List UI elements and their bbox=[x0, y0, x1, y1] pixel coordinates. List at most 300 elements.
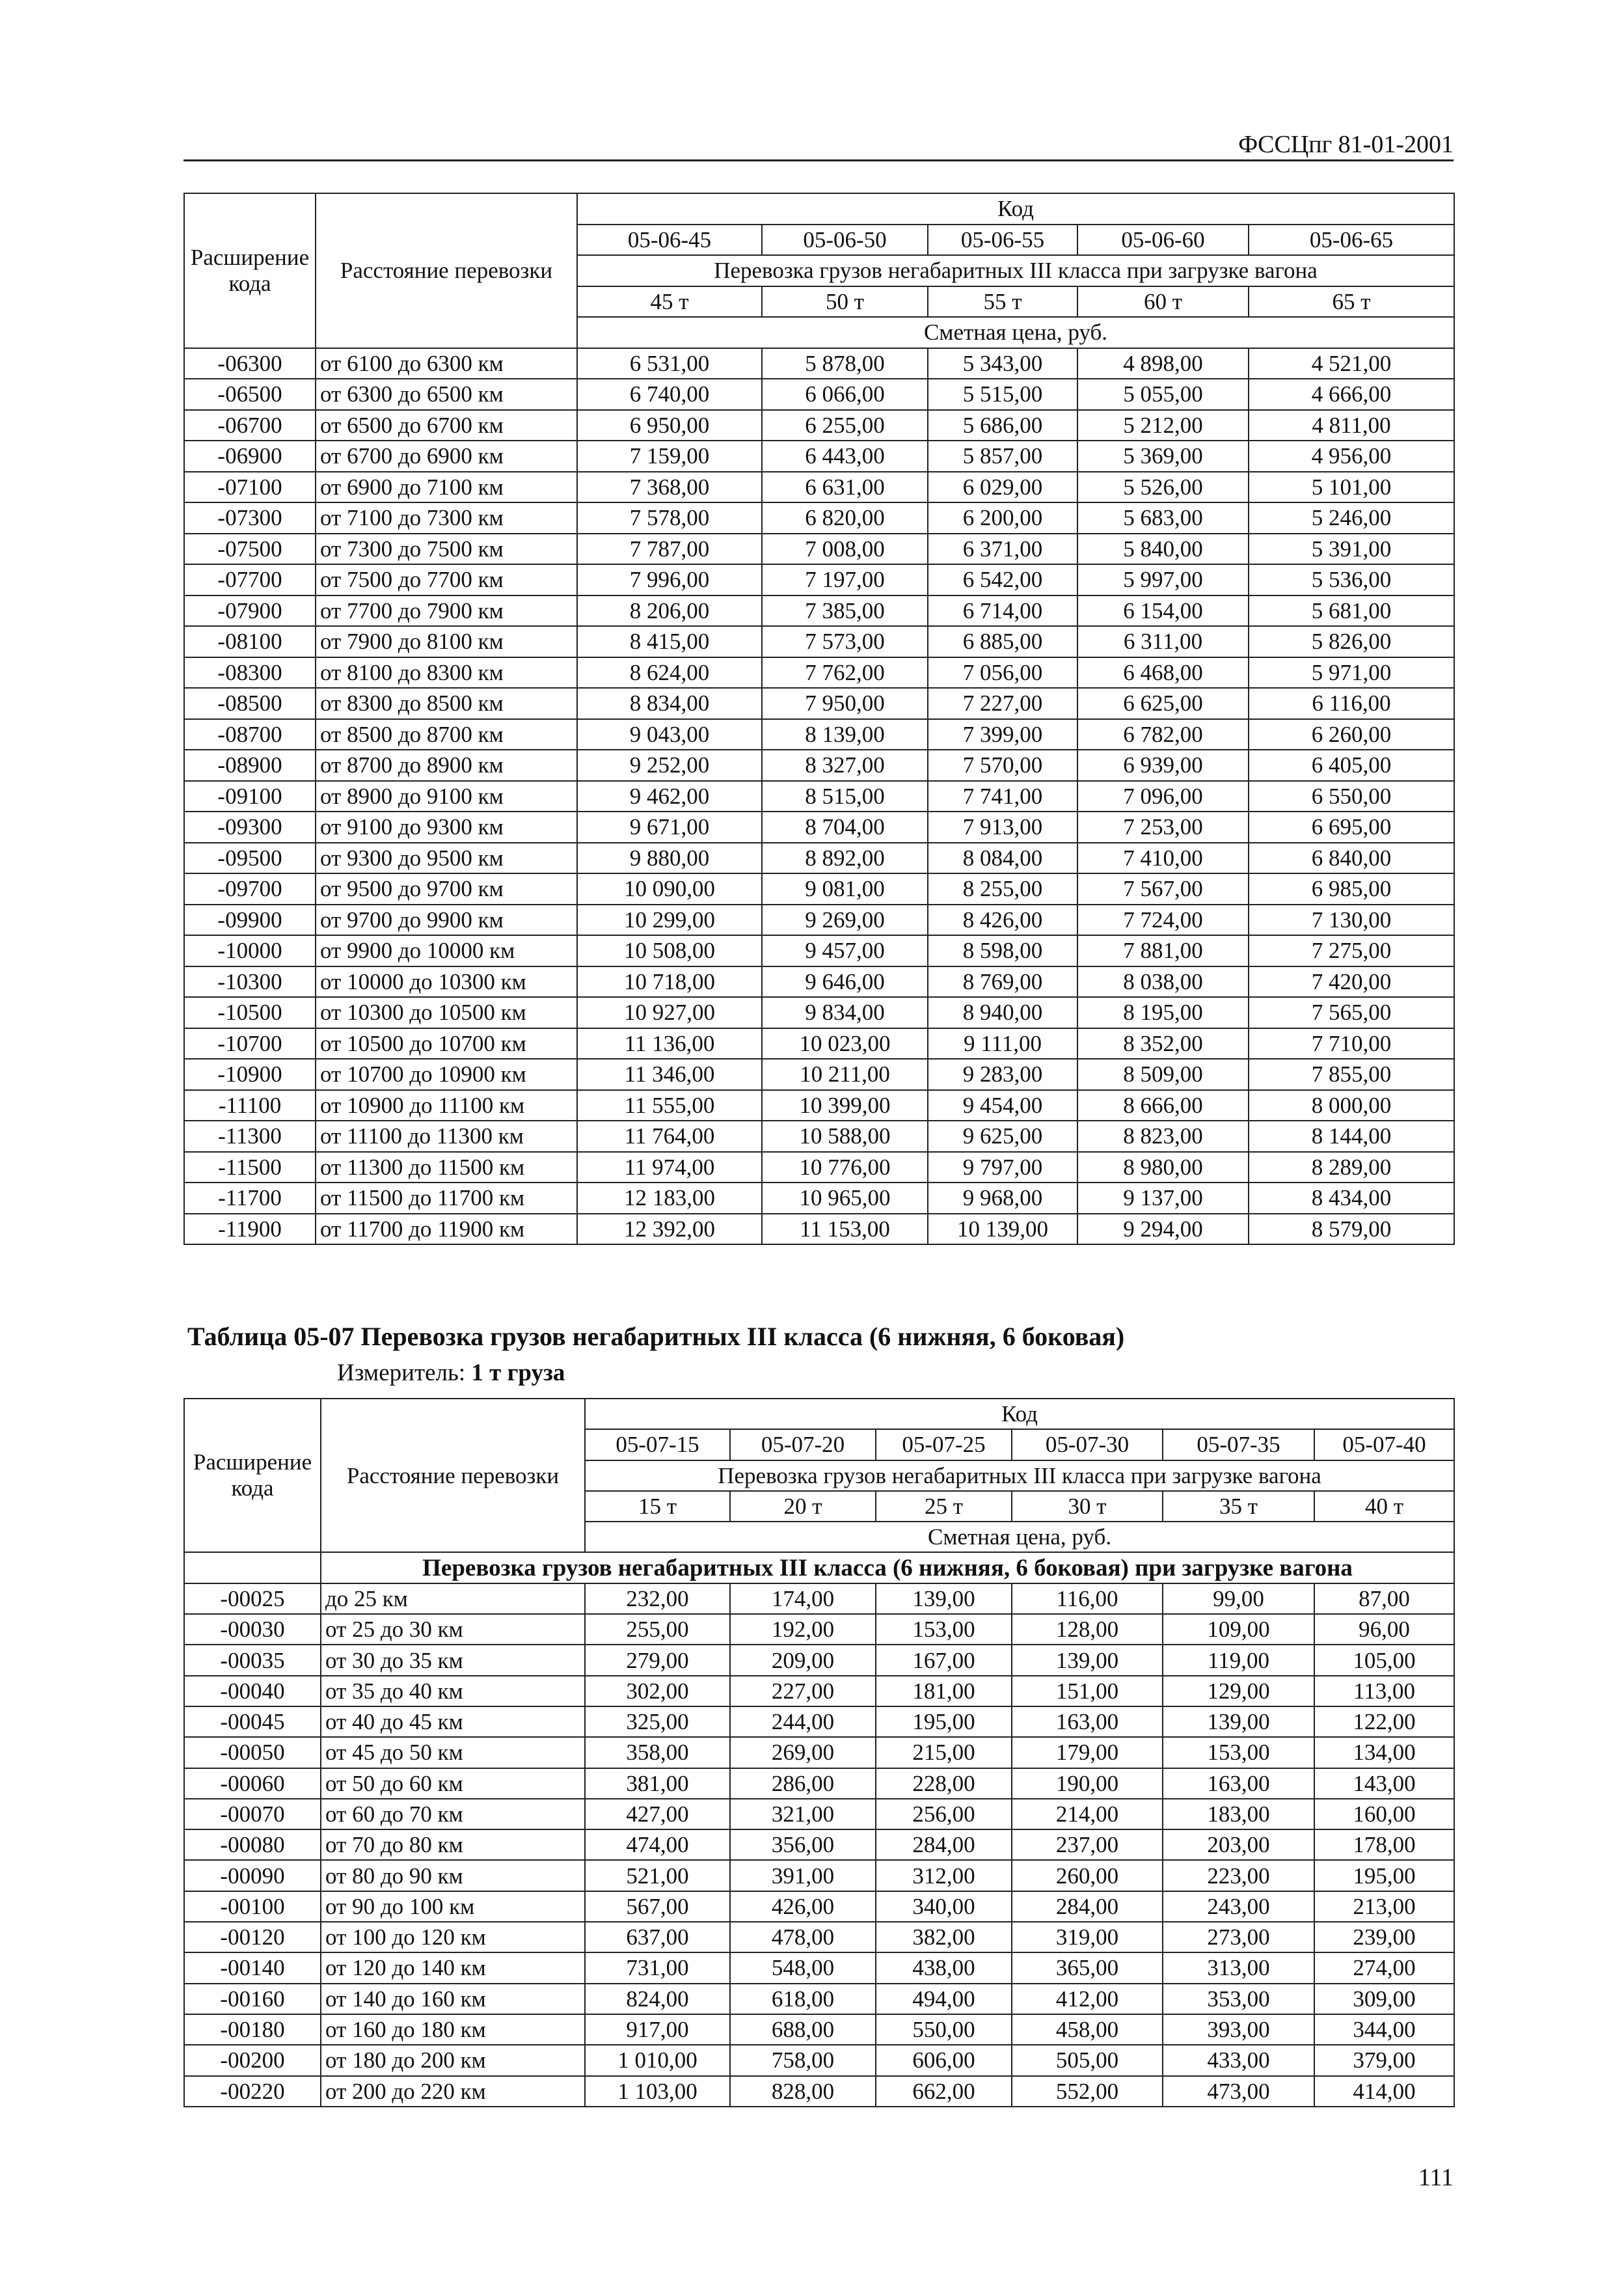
distance-cell: от 6700 до 6900 км bbox=[316, 441, 577, 472]
price-cell: 227,00 bbox=[730, 1676, 876, 1706]
price-cell: 273,00 bbox=[1163, 1922, 1314, 1952]
price-cell: 10 299,00 bbox=[577, 905, 762, 936]
price-cell: 10 508,00 bbox=[577, 935, 762, 966]
price-cell: 9 111,00 bbox=[928, 1028, 1077, 1060]
price-cell: 5 826,00 bbox=[1249, 626, 1454, 657]
price-cell: 8 980,00 bbox=[1077, 1152, 1249, 1183]
distance-cell: от 50 до 60 км bbox=[321, 1768, 585, 1799]
code-extension-cell: -07900 bbox=[184, 595, 316, 627]
price-cell: 5 683,00 bbox=[1077, 502, 1249, 534]
price-cell: 473,00 bbox=[1163, 2076, 1314, 2107]
price-cell: 10 965,00 bbox=[762, 1183, 928, 1214]
price-cell: 8 352,00 bbox=[1077, 1028, 1249, 1060]
load-column-header: 55 т bbox=[928, 286, 1077, 318]
price-cell: 195,00 bbox=[1314, 1860, 1454, 1891]
code-extension-cell: -10700 bbox=[184, 1028, 316, 1060]
price-cell: 391,00 bbox=[730, 1860, 876, 1891]
price-cell: 5 536,00 bbox=[1249, 564, 1454, 595]
price-cell: 5 878,00 bbox=[762, 348, 928, 379]
code-extension-cell: -08300 bbox=[184, 657, 316, 689]
price-cell: 5 526,00 bbox=[1077, 472, 1249, 503]
code-extension-cell: -00040 bbox=[184, 1676, 321, 1706]
distance-cell: от 35 до 40 км bbox=[321, 1676, 585, 1706]
table-row bbox=[184, 595, 1454, 627]
price-cell: 4 898,00 bbox=[1077, 348, 1249, 379]
section-row bbox=[184, 1552, 1454, 1583]
price-cell: 6 066,00 bbox=[762, 379, 928, 410]
table-row bbox=[184, 441, 1454, 472]
header-code-extension: Расширение кода bbox=[184, 193, 316, 348]
price-cell: 8 666,00 bbox=[1077, 1090, 1249, 1121]
code-extension-cell: -09900 bbox=[184, 905, 316, 936]
price-cell: 758,00 bbox=[730, 2045, 876, 2075]
unit-value: 1 т груза bbox=[471, 1360, 565, 1386]
load-column-header: 40 т bbox=[1314, 1491, 1454, 1522]
distance-cell: от 9300 до 9500 км bbox=[316, 843, 577, 874]
price-cell: 87,00 bbox=[1314, 1583, 1454, 1614]
table-row bbox=[184, 564, 1454, 595]
price-cell: 9 834,00 bbox=[762, 997, 928, 1028]
price-cell: 4 521,00 bbox=[1249, 348, 1454, 379]
distance-cell: от 8300 до 8500 км bbox=[316, 688, 577, 719]
price-cell: 10 023,00 bbox=[762, 1028, 928, 1060]
distance-cell: от 30 до 35 км bbox=[321, 1645, 585, 1675]
price-cell: 6 631,00 bbox=[762, 472, 928, 503]
price-cell: 5 971,00 bbox=[1249, 657, 1454, 689]
price-cell: 6 443,00 bbox=[762, 441, 928, 472]
price-cell: 662,00 bbox=[876, 2076, 1012, 2107]
table-row bbox=[184, 966, 1454, 998]
code-extension-cell: -11500 bbox=[184, 1152, 316, 1183]
price-cell: 6 782,00 bbox=[1077, 719, 1249, 750]
load-column-header: 30 т bbox=[1012, 1491, 1163, 1522]
distance-cell: от 140 до 160 км bbox=[321, 1984, 585, 2014]
price-cell: 203,00 bbox=[1163, 1829, 1314, 1860]
table-row bbox=[184, 1737, 1454, 1768]
table-row bbox=[184, 1645, 1454, 1675]
price-cell: 8 289,00 bbox=[1249, 1152, 1454, 1183]
table-row bbox=[184, 379, 1454, 410]
price-cell: 606,00 bbox=[876, 2045, 1012, 2075]
distance-cell: до 25 км bbox=[321, 1583, 585, 1614]
price-cell: 9 043,00 bbox=[577, 719, 762, 750]
price-cell: 284,00 bbox=[876, 1829, 1012, 1860]
distance-cell: от 10500 до 10700 км bbox=[316, 1028, 577, 1060]
price-cell: 279,00 bbox=[585, 1645, 730, 1675]
distance-cell: от 8100 до 8300 км bbox=[316, 657, 577, 689]
code-extension-cell: -06900 bbox=[184, 441, 316, 472]
price-cell: 637,00 bbox=[585, 1922, 730, 1952]
header-description: Перевозка грузов негабаритных III класса при загрузке вагона bbox=[577, 255, 1454, 286]
price-cell: 5 681,00 bbox=[1249, 595, 1454, 627]
header-price: Сметная цена, руб. bbox=[577, 317, 1454, 348]
price-cell: 215,00 bbox=[876, 1737, 1012, 1768]
distance-cell: от 8500 до 8700 км bbox=[316, 719, 577, 750]
price-cell: 7 096,00 bbox=[1077, 781, 1249, 812]
price-cell: 8 255,00 bbox=[928, 873, 1077, 905]
table-row bbox=[184, 1214, 1454, 1245]
price-cell: 8 515,00 bbox=[762, 781, 928, 812]
table-row bbox=[184, 2045, 1454, 2075]
price-cell: 8 579,00 bbox=[1249, 1214, 1454, 1245]
price-cell: 353,00 bbox=[1163, 1984, 1314, 2014]
code-column-header: 05-06-55 bbox=[928, 225, 1077, 256]
code-extension-cell: -09300 bbox=[184, 812, 316, 843]
table-row bbox=[184, 843, 1454, 874]
price-cell: 7 787,00 bbox=[577, 534, 762, 565]
table-row bbox=[184, 1922, 1454, 1952]
code-extension-cell: -00045 bbox=[184, 1706, 321, 1737]
price-cell: 8 940,00 bbox=[928, 997, 1077, 1028]
price-cell: 7 881,00 bbox=[1077, 935, 1249, 966]
price-cell: 9 880,00 bbox=[577, 843, 762, 874]
load-column-header: 65 т bbox=[1249, 286, 1454, 318]
distance-cell: от 9100 до 9300 км bbox=[316, 812, 577, 843]
code-extension-cell: -00035 bbox=[184, 1645, 321, 1675]
price-cell: 312,00 bbox=[876, 1860, 1012, 1891]
price-cell: 7 710,00 bbox=[1249, 1028, 1454, 1060]
price-cell: 7 573,00 bbox=[762, 626, 928, 657]
code-column-header: 05-06-50 bbox=[762, 225, 928, 256]
table-row bbox=[184, 348, 1454, 379]
code-extension-cell: -07300 bbox=[184, 502, 316, 534]
price-cell: 122,00 bbox=[1314, 1706, 1454, 1737]
code-extension-cell: -00050 bbox=[184, 1737, 321, 1768]
table-row bbox=[184, 657, 1454, 689]
price-cell: 8 509,00 bbox=[1077, 1059, 1249, 1090]
price-cell: 4 666,00 bbox=[1249, 379, 1454, 410]
code-column-header: 05-06-60 bbox=[1077, 225, 1249, 256]
price-cell: 7 855,00 bbox=[1249, 1059, 1454, 1090]
price-cell: 731,00 bbox=[585, 1952, 730, 1983]
price-cell: 7 159,00 bbox=[577, 441, 762, 472]
section-title: Перевозка грузов негабаритных III класса (6 нижняя, 6 боковая) при загрузке вагона bbox=[321, 1552, 1454, 1583]
distance-cell: от 45 до 50 км bbox=[321, 1737, 585, 1768]
table-row bbox=[184, 997, 1454, 1028]
price-cell: 11 153,00 bbox=[762, 1214, 928, 1245]
price-cell: 119,00 bbox=[1163, 1645, 1314, 1675]
price-cell: 309,00 bbox=[1314, 1984, 1454, 2014]
price-cell: 5 391,00 bbox=[1249, 534, 1454, 565]
price-cell: 10 211,00 bbox=[762, 1059, 928, 1090]
price-cell: 8 892,00 bbox=[762, 843, 928, 874]
distance-cell: от 9700 до 9900 км bbox=[316, 905, 577, 936]
price-cell: 6 260,00 bbox=[1249, 719, 1454, 750]
code-extension-cell: -11300 bbox=[184, 1121, 316, 1152]
price-cell: 567,00 bbox=[585, 1891, 730, 1922]
distance-cell: от 70 до 80 км bbox=[321, 1829, 585, 1860]
distance-cell: от 7700 до 7900 км bbox=[316, 595, 577, 627]
unit-label: Измеритель: bbox=[337, 1360, 466, 1386]
price-cell: 286,00 bbox=[730, 1768, 876, 1799]
price-cell: 917,00 bbox=[585, 2014, 730, 2045]
price-cell: 8 834,00 bbox=[577, 688, 762, 719]
price-cell: 269,00 bbox=[730, 1737, 876, 1768]
price-cell: 10 927,00 bbox=[577, 997, 762, 1028]
code-column-header: 05-07-35 bbox=[1163, 1429, 1314, 1460]
price-cell: 7 130,00 bbox=[1249, 905, 1454, 936]
price-cell: 358,00 bbox=[585, 1737, 730, 1768]
price-cell: 618,00 bbox=[730, 1984, 876, 2014]
code-extension-cell: -07500 bbox=[184, 534, 316, 565]
price-cell: 181,00 bbox=[876, 1676, 1012, 1706]
price-cell: 1 010,00 bbox=[585, 2045, 730, 2075]
price-cell: 7 399,00 bbox=[928, 719, 1077, 750]
price-cell: 244,00 bbox=[730, 1706, 876, 1737]
header-distance: Расстояние перевозки bbox=[316, 193, 577, 348]
price-cell: 7 913,00 bbox=[928, 812, 1077, 843]
load-column-header: 45 т bbox=[577, 286, 762, 318]
table-row bbox=[184, 905, 1454, 936]
price-cell: 1 103,00 bbox=[585, 2076, 730, 2107]
price-cell: 192,00 bbox=[730, 1614, 876, 1645]
distance-cell: от 10700 до 10900 км bbox=[316, 1059, 577, 1090]
price-cell: 7 567,00 bbox=[1077, 873, 1249, 905]
code-extension-cell: -11100 bbox=[184, 1090, 316, 1121]
distance-cell: от 180 до 200 км bbox=[321, 2045, 585, 2075]
load-column-header: 25 т bbox=[876, 1491, 1012, 1522]
price-cell: 109,00 bbox=[1163, 1614, 1314, 1645]
price-cell: 379,00 bbox=[1314, 2045, 1454, 2075]
distance-cell: от 9900 до 10000 км bbox=[316, 935, 577, 966]
distance-cell: от 6100 до 6300 км bbox=[316, 348, 577, 379]
distance-cell: от 90 до 100 км bbox=[321, 1891, 585, 1922]
distance-cell: от 120 до 140 км bbox=[321, 1952, 585, 1983]
price-cell: 239,00 bbox=[1314, 1922, 1454, 1952]
distance-cell: от 7500 до 7700 км bbox=[316, 564, 577, 595]
price-cell: 11 346,00 bbox=[577, 1059, 762, 1090]
price-cell: 256,00 bbox=[876, 1799, 1012, 1829]
distance-cell: от 9500 до 9700 км bbox=[316, 873, 577, 905]
price-cell: 5 212,00 bbox=[1077, 410, 1249, 441]
price-cell: 340,00 bbox=[876, 1891, 1012, 1922]
price-cell: 8 139,00 bbox=[762, 719, 928, 750]
code-extension-cell: -00100 bbox=[184, 1891, 321, 1922]
price-cell: 458,00 bbox=[1012, 2014, 1163, 2045]
rates-table-05-06 bbox=[183, 193, 1455, 1245]
table-title: Таблица 05-07 Перевозка грузов негабаритных III класса (6 нижняя, 6 боковая) bbox=[187, 1322, 1125, 1351]
distance-cell: от 25 до 30 км bbox=[321, 1614, 585, 1645]
price-cell: 5 857,00 bbox=[928, 441, 1077, 472]
price-cell: 381,00 bbox=[585, 1768, 730, 1799]
price-cell: 179,00 bbox=[1012, 1737, 1163, 1768]
price-cell: 167,00 bbox=[876, 1645, 1012, 1675]
price-cell: 9 252,00 bbox=[577, 750, 762, 781]
price-cell: 213,00 bbox=[1314, 1891, 1454, 1922]
price-cell: 7 724,00 bbox=[1077, 905, 1249, 936]
price-cell: 7 762,00 bbox=[762, 657, 928, 689]
distance-cell: от 40 до 45 км bbox=[321, 1706, 585, 1737]
price-cell: 8 144,00 bbox=[1249, 1121, 1454, 1152]
price-cell: 11 555,00 bbox=[577, 1090, 762, 1121]
table-row bbox=[184, 781, 1454, 812]
price-cell: 319,00 bbox=[1012, 1922, 1163, 1952]
price-cell: 824,00 bbox=[585, 1984, 730, 2014]
price-cell: 7 570,00 bbox=[928, 750, 1077, 781]
price-cell: 12 392,00 bbox=[577, 1214, 762, 1245]
distance-cell: от 100 до 120 км bbox=[321, 1922, 585, 1952]
price-cell: 105,00 bbox=[1314, 1645, 1454, 1675]
code-extension-cell: -00120 bbox=[184, 1922, 321, 1952]
price-cell: 10 139,00 bbox=[928, 1214, 1077, 1245]
price-cell: 113,00 bbox=[1314, 1676, 1454, 1706]
price-cell: 6 311,00 bbox=[1077, 626, 1249, 657]
price-cell: 6 405,00 bbox=[1249, 750, 1454, 781]
price-cell: 7 565,00 bbox=[1249, 997, 1454, 1028]
distance-cell: от 8700 до 8900 км bbox=[316, 750, 577, 781]
price-cell: 8 206,00 bbox=[577, 595, 762, 627]
price-cell: 9 294,00 bbox=[1077, 1214, 1249, 1245]
price-cell: 8 434,00 bbox=[1249, 1183, 1454, 1214]
distance-cell: от 11500 до 11700 км bbox=[316, 1183, 577, 1214]
price-cell: 274,00 bbox=[1314, 1952, 1454, 1983]
code-extension-cell: -08100 bbox=[184, 626, 316, 657]
code-column-header: 05-07-40 bbox=[1314, 1429, 1454, 1460]
price-cell: 143,00 bbox=[1314, 1768, 1454, 1799]
code-extension-cell: -08900 bbox=[184, 750, 316, 781]
price-cell: 828,00 bbox=[730, 2076, 876, 2107]
price-cell: 260,00 bbox=[1012, 1860, 1163, 1891]
header-price: Сметная цена, руб. bbox=[585, 1522, 1454, 1552]
header-code-extension: Расширение кода bbox=[184, 1399, 321, 1552]
price-cell: 550,00 bbox=[876, 2014, 1012, 2045]
price-cell: 7 578,00 bbox=[577, 502, 762, 534]
price-cell: 426,00 bbox=[730, 1891, 876, 1922]
price-cell: 8 823,00 bbox=[1077, 1121, 1249, 1152]
price-cell: 9 797,00 bbox=[928, 1152, 1077, 1183]
price-cell: 232,00 bbox=[585, 1583, 730, 1614]
price-cell: 478,00 bbox=[730, 1922, 876, 1952]
price-cell: 6 625,00 bbox=[1077, 688, 1249, 719]
price-cell: 4 956,00 bbox=[1249, 441, 1454, 472]
price-cell: 237,00 bbox=[1012, 1829, 1163, 1860]
price-cell: 548,00 bbox=[730, 1952, 876, 1983]
price-cell: 7 197,00 bbox=[762, 564, 928, 595]
header-distance: Расстояние перевозки bbox=[321, 1399, 585, 1552]
price-cell: 223,00 bbox=[1163, 1860, 1314, 1891]
distance-cell: от 160 до 180 км bbox=[321, 2014, 585, 2045]
price-cell: 7 368,00 bbox=[577, 472, 762, 503]
load-column-header: 20 т bbox=[730, 1491, 876, 1522]
price-cell: 5 840,00 bbox=[1077, 534, 1249, 565]
section-empty-cell bbox=[184, 1552, 321, 1583]
price-cell: 6 840,00 bbox=[1249, 843, 1454, 874]
price-cell: 129,00 bbox=[1163, 1676, 1314, 1706]
table-row bbox=[184, 1059, 1454, 1090]
price-cell: 5 369,00 bbox=[1077, 441, 1249, 472]
price-cell: 160,00 bbox=[1314, 1799, 1454, 1829]
price-cell: 7 410,00 bbox=[1077, 843, 1249, 874]
table-row bbox=[184, 502, 1454, 534]
price-cell: 5 101,00 bbox=[1249, 472, 1454, 503]
price-cell: 6 468,00 bbox=[1077, 657, 1249, 689]
header-code: Код bbox=[585, 1399, 1454, 1429]
price-cell: 174,00 bbox=[730, 1583, 876, 1614]
price-cell: 7 420,00 bbox=[1249, 966, 1454, 998]
distance-cell: от 11100 до 11300 км bbox=[316, 1121, 577, 1152]
distance-cell: от 10900 до 11100 км bbox=[316, 1090, 577, 1121]
price-cell: 6 029,00 bbox=[928, 472, 1077, 503]
price-cell: 6 542,00 bbox=[928, 564, 1077, 595]
price-cell: 5 055,00 bbox=[1077, 379, 1249, 410]
table-row bbox=[184, 935, 1454, 966]
distance-cell: от 6900 до 7100 км bbox=[316, 472, 577, 503]
code-extension-cell: -09100 bbox=[184, 781, 316, 812]
price-cell: 8 415,00 bbox=[577, 626, 762, 657]
code-extension-cell: -06500 bbox=[184, 379, 316, 410]
price-cell: 9 269,00 bbox=[762, 905, 928, 936]
table-row bbox=[184, 719, 1454, 750]
load-column-header: 15 т bbox=[585, 1491, 730, 1522]
table-row bbox=[184, 812, 1454, 843]
distance-cell: от 10300 до 10500 км bbox=[316, 997, 577, 1028]
table-row bbox=[184, 1090, 1454, 1121]
price-cell: 433,00 bbox=[1163, 2045, 1314, 2075]
price-cell: 9 671,00 bbox=[577, 812, 762, 843]
code-extension-cell: -00080 bbox=[184, 1829, 321, 1860]
price-cell: 6 371,00 bbox=[928, 534, 1077, 565]
table-row bbox=[184, 626, 1454, 657]
price-cell: 438,00 bbox=[876, 1952, 1012, 1983]
distance-cell: от 10000 до 10300 км bbox=[316, 966, 577, 998]
price-cell: 8 769,00 bbox=[928, 966, 1077, 998]
distance-cell: от 11300 до 11500 км bbox=[316, 1152, 577, 1183]
price-cell: 8 426,00 bbox=[928, 905, 1077, 936]
code-extension-cell: -11700 bbox=[184, 1183, 316, 1214]
code-extension-cell: -07100 bbox=[184, 472, 316, 503]
price-cell: 11 136,00 bbox=[577, 1028, 762, 1060]
price-cell: 393,00 bbox=[1163, 2014, 1314, 2045]
price-cell: 228,00 bbox=[876, 1768, 1012, 1799]
code-extension-cell: -00025 bbox=[184, 1583, 321, 1614]
price-cell: 195,00 bbox=[876, 1706, 1012, 1737]
rates-table-05-07 bbox=[183, 1398, 1455, 2107]
price-cell: 6 714,00 bbox=[928, 595, 1077, 627]
page-header bbox=[183, 130, 1454, 161]
price-cell: 6 695,00 bbox=[1249, 812, 1454, 843]
price-cell: 6 885,00 bbox=[928, 626, 1077, 657]
table-row bbox=[184, 750, 1454, 781]
code-extension-cell: -00060 bbox=[184, 1768, 321, 1799]
price-cell: 313,00 bbox=[1163, 1952, 1314, 1983]
code-extension-cell: -00220 bbox=[184, 2076, 321, 2107]
price-cell: 139,00 bbox=[876, 1583, 1012, 1614]
price-cell: 6 820,00 bbox=[762, 502, 928, 534]
price-cell: 7 008,00 bbox=[762, 534, 928, 565]
price-cell: 8 084,00 bbox=[928, 843, 1077, 874]
unit-of-measure bbox=[337, 1359, 565, 1387]
code-column-header: 05-07-30 bbox=[1012, 1429, 1163, 1460]
price-cell: 116,00 bbox=[1012, 1583, 1163, 1614]
distance-cell: от 7900 до 8100 км bbox=[316, 626, 577, 657]
distance-cell: от 11700 до 11900 км bbox=[316, 1214, 577, 1245]
code-extension-cell: -00180 bbox=[184, 2014, 321, 2045]
price-cell: 10 399,00 bbox=[762, 1090, 928, 1121]
price-cell: 552,00 bbox=[1012, 2076, 1163, 2107]
code-extension-cell: -11900 bbox=[184, 1214, 316, 1245]
price-cell: 521,00 bbox=[585, 1860, 730, 1891]
price-cell: 302,00 bbox=[585, 1676, 730, 1706]
load-column-header: 60 т bbox=[1077, 286, 1249, 318]
price-cell: 325,00 bbox=[585, 1706, 730, 1737]
code-extension-cell: -00140 bbox=[184, 1952, 321, 1983]
price-cell: 10 718,00 bbox=[577, 966, 762, 998]
code-extension-cell: -00070 bbox=[184, 1799, 321, 1829]
price-cell: 209,00 bbox=[730, 1645, 876, 1675]
price-cell: 255,00 bbox=[585, 1614, 730, 1645]
table-row bbox=[184, 1952, 1454, 1983]
price-cell: 9 646,00 bbox=[762, 966, 928, 998]
